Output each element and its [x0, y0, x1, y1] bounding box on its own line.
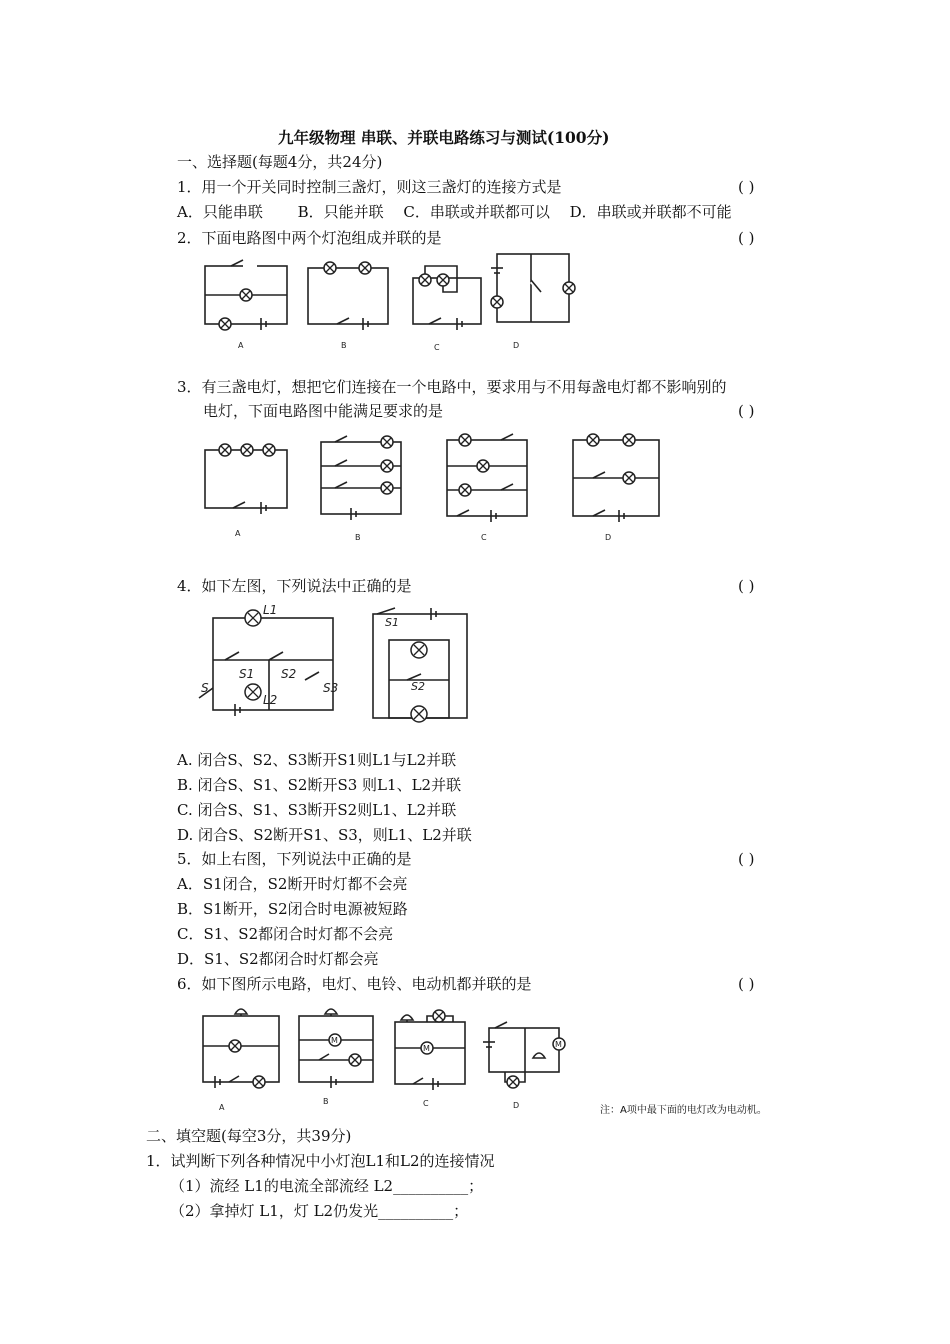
q2-circuit-figure	[195, 248, 595, 356]
q5-label-s1: S1	[385, 616, 399, 629]
q3-circuit-d	[573, 434, 659, 542]
fill-1-item-1: （1）流经 L1的电流全部流经 L2__________；	[170, 1177, 484, 1195]
q3-circuit-figure	[195, 428, 675, 546]
q4-label-l1: L1	[263, 603, 278, 617]
q4-q5-circuit-figure	[195, 600, 485, 730]
question-5-option-a: A．S1闭合，S2断开时灯都不会亮	[177, 875, 408, 893]
q4-label-s1: S1	[239, 667, 255, 681]
q6-b-motor-symbol: M	[331, 1036, 338, 1045]
section-heading-fill: 二、填空题(每空3分，共39分)	[146, 1127, 352, 1145]
q6-circuit-figure	[195, 1000, 575, 1116]
q3-label-b: B	[355, 533, 361, 542]
q6-circuit-a	[203, 1009, 279, 1112]
q2-circuit-b	[308, 262, 388, 350]
question-1-stem: 1．用一个开关同时控制三盏灯，则这三盏灯的连接方式是	[177, 178, 562, 196]
q3-label-c: C	[481, 533, 487, 542]
q2-label-a: A	[238, 341, 244, 350]
question-4-stem: 4．如下左图，下列说法中正确的是	[177, 577, 412, 595]
question-4-option-b: B. 闭合S、S1、S2断开S3 则L1、L2并联	[177, 776, 462, 794]
q4-label-s2: S2	[281, 667, 297, 681]
question-3-stem-cont: 电灯，下面电路图中能满足要求的是	[203, 402, 444, 420]
q4-label-s: S	[201, 681, 209, 695]
question-4-option-a: A. 闭合S、S2、S3断开S1则L1与L2并联	[177, 751, 457, 769]
question-4-option-d: D. 闭合S、S2断开S1、S3，则L1、L2并联	[177, 826, 472, 844]
answer-paren: ( )	[738, 850, 755, 868]
question-5-option-d: D．S1、S2都闭合时灯都会亮	[177, 950, 379, 968]
q6-circuit-b	[299, 1009, 373, 1106]
q5-label-s2: S2	[411, 680, 425, 693]
question-4-option-c: C. 闭合S、S1、S3断开S2则L1、L2并联	[177, 801, 457, 819]
q6-label-c: C	[423, 1099, 429, 1108]
question-6-stem: 6．如下图所示电路，电灯、电铃、电动机都并联的是	[177, 975, 532, 993]
section-heading-choice: 一、选择题(每题4分，共24分)	[177, 153, 383, 171]
q2-label-b: B	[341, 341, 347, 350]
q6-label-d: D	[513, 1101, 520, 1110]
q4-label-s3: S3	[323, 681, 339, 695]
answer-paren: ( )	[738, 577, 755, 595]
q6-d-motor-symbol: M	[555, 1040, 562, 1049]
question-2-stem: 2．下面电路图中两个灯泡组成并联的是	[177, 229, 442, 247]
q2-circuit-d	[491, 254, 575, 350]
fill-1-stem: 1．试判断下列各种情况中小灯泡L1和L2的连接情况	[146, 1152, 495, 1170]
q6-circuit-c	[395, 1010, 465, 1108]
question-5-option-c: C．S1、S2都闭合时灯都不会亮	[177, 925, 394, 943]
page-title: 九年级物理 串联、并联电路练习与测试(100分)	[278, 128, 610, 147]
q3-label-a: A	[235, 529, 241, 538]
question-5-option-b: B．S1断开，S2闭合时电源被短路	[177, 900, 408, 918]
q3-circuit-a	[205, 444, 287, 538]
q3-circuit-b	[321, 436, 401, 542]
q3-label-d: D	[605, 533, 612, 542]
fill-1-item-2: （2）拿掉灯 L1，灯 L2仍发光__________；	[170, 1202, 469, 1220]
answer-paren: ( )	[738, 402, 755, 420]
answer-paren: ( )	[738, 229, 755, 247]
q4-circuit	[199, 603, 338, 716]
figure-note: 注：A项中最下面的电灯改为电动机。	[600, 1105, 767, 1116]
q6-label-b: B	[323, 1097, 329, 1106]
answer-paren: ( )	[738, 178, 755, 196]
q2-label-c: C	[434, 343, 440, 352]
q6-label-a: A	[219, 1103, 225, 1112]
answer-paren: ( )	[738, 975, 755, 993]
question-1-options: A．只能串联 B．只能并联 C．串联或并联都可以 D．串联或并联都不可能	[177, 203, 732, 221]
q3-circuit-c	[447, 434, 527, 542]
question-5-stem: 5．如上右图，下列说法中正确的是	[177, 850, 412, 868]
q4-label-l2: L2	[263, 693, 278, 707]
q2-circuit-c	[413, 266, 481, 352]
q6-c-motor-symbol: M	[423, 1044, 430, 1053]
q5-circuit	[373, 608, 467, 722]
question-3-stem: 3．有三盏电灯，想把它们连接在一个电路中，要求用与不用每盏电灯都不影响别的	[177, 378, 727, 396]
q2-label-d: D	[513, 341, 520, 350]
q6-circuit-d	[483, 1022, 565, 1110]
q2-circuit-a	[205, 260, 287, 350]
